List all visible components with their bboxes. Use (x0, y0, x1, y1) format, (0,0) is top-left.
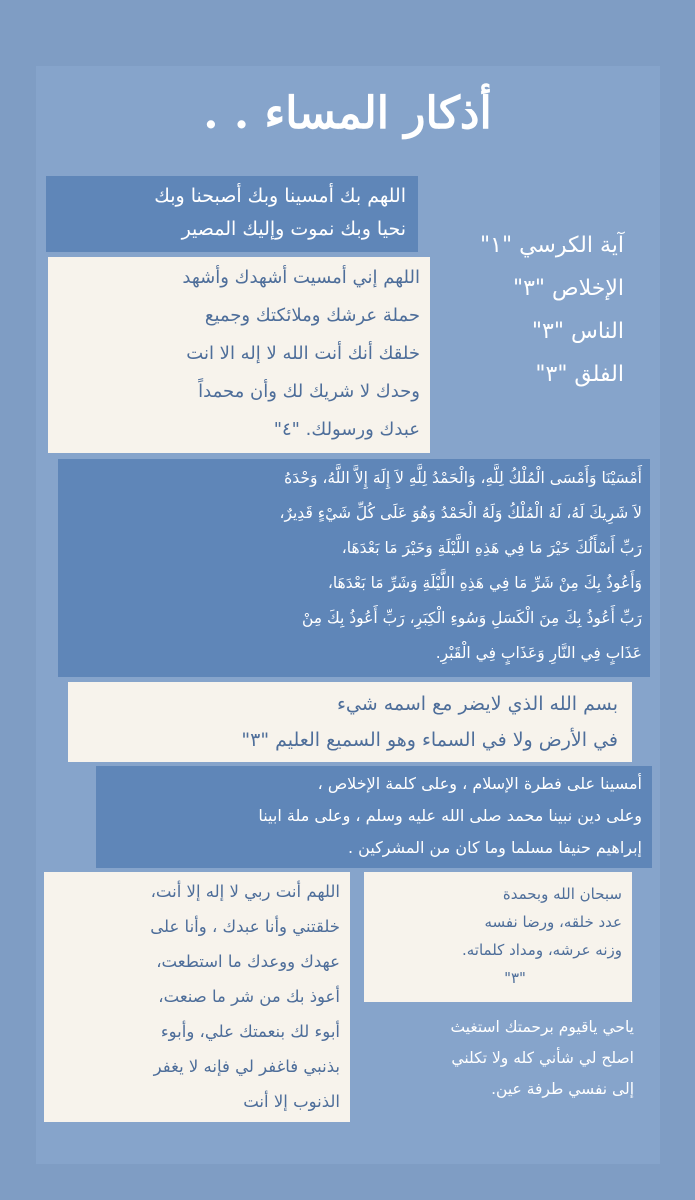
dhikr-line: وَأَعُوذُ بِكَ مِنْ شَرِّ مَا فِي هَذِهِ اللَّيْلَةِ وَشَرِّ مَا بَعْدَهَا، (327, 574, 642, 592)
dhikr-line: رَبِّ أَسْأَلُكَ خَيْرَ مَا فِي هَذِهِ اللَّيْلَةِ وَخَيْرَ مَا بَعْدَهَا، (341, 539, 642, 557)
dhikr-line: بسم الله الذي لايضر مع اسمه شيء (336, 693, 618, 715)
dhikr-line: اللهم أنت ربي لا إله إلا أنت، (150, 882, 340, 901)
dhikr-line: أَمْسَيْنَا وَأَمْسَى الْمُلْكُ لِلَّهِ، وَالْحَمْدُ لِلَّهِ لاَ إِلَهَ إِلاَّ اللَّهُ، وَحْدَهُ (284, 469, 642, 487)
dhikr-line: عهدك ووعدك ما استطعت، (156, 952, 340, 971)
dhikr-line: بذنبي فاغفر لي فإنه لا يغفر (153, 1057, 340, 1076)
dhikr-block-bismillah (68, 682, 632, 762)
dhikr-line: إلى نفسي طرفة عين. (491, 1080, 634, 1098)
dhikr-line: وعلى دين نبينا محمد صلى الله عليه وسلم ، وعلى ملة ابينا (258, 806, 642, 825)
page-title: أذكار المساء . . (203, 88, 492, 139)
dhikr-line: أبوء لك بنعمتك علي، وأبوء (160, 1022, 340, 1041)
dhikr-line: وزنه عرشه، ومداد كلماته. (461, 941, 622, 959)
dhikr-line: خلقك أنك أنت الله لا إله الا انت (186, 343, 420, 364)
dhikr-line: نحيا وبك نموت وإليك المصير (181, 218, 406, 240)
dhikr-line: ياحي ياقيوم برحمتك استغيث (450, 1018, 634, 1036)
dhikr-line: لاَ شَرِيكَ لَهُ، لَهُ الْمُلْكُ وَلَهُ الْحَمْدُ وَهُوَ عَلَى كُلِّ شَيْءٍ قَدِيرٌ، (279, 504, 642, 522)
dhikr-line: رَبِّ أَعُوذُ بِكَ مِنَ الْكَسَلِ وَسُوءِ الْكِبَرِ، رَبِّ أَعُوذُ بِكَ مِنْ (301, 609, 642, 627)
dhikr-block-fitrah (96, 766, 652, 868)
dhikr-block-ya-hayy (366, 1008, 640, 1112)
dhikr-line: "٣" (504, 969, 526, 987)
dhikr-line: الذنوب إلا أنت (243, 1092, 340, 1111)
dhikr-line: في الأرض ولا في السماء وهو السميع العليم "٣" (241, 729, 618, 751)
dhikr-line: سبحان الله وبحمدة (502, 885, 622, 903)
dhikr-block-sayyid-istighfar (44, 872, 350, 1122)
dhikr-line: آية الكرسي "١" (480, 233, 624, 258)
dhikr-line: اللهم بك أمسينا وبك أصبحنا وبك (154, 185, 406, 207)
dhikr-line: الفلق "٣" (535, 362, 624, 387)
dhikr-line: أعوذ بك من شر ما صنعت، (158, 987, 340, 1006)
dhikr-line: الإخلاص "٣" (512, 276, 624, 301)
dhikr-line: اللهم إني أمسيت أشهدك وأشهد (182, 267, 420, 288)
dhikr-block-amsayna-wa-amsa (58, 459, 650, 677)
dhikr-line: اصلح لي شأني كله ولا تكلني (451, 1049, 634, 1067)
dhikr-line: عبدك ورسولك. "٤" (273, 419, 420, 440)
dhikr-line: حملة عرشك وملائكتك وجميع (204, 305, 420, 326)
dhikr-line: عدد خلقه، ورضا نفسه (484, 913, 622, 931)
dhikr-line: خلقتني وأنا عبدك ، وأنا على (150, 917, 340, 936)
dhikr-block-amsayna-bika (46, 176, 418, 252)
dhikr-line: وحدك لا شريك لك وأن محمداً (198, 381, 420, 402)
dhikr-block-ashhaduka (48, 257, 430, 453)
dhikr-block-subhan-allah (364, 872, 632, 1002)
dhikr-line: الناس "٣" (531, 319, 624, 344)
dhikr-line: أمسينا على فطرة الإسلام ، وعلى كلمة الإخلاص ، (317, 774, 642, 793)
dhikr-line: إبراهيم حنيفا مسلما وما كان من المشركين . (347, 838, 642, 857)
dhikr-line: عَذَابٍ فِي النَّارِ وَعَذَابٍ فِي الْقَبْرِ. (435, 644, 642, 662)
dhikr-block-quran-surahs (436, 224, 632, 396)
